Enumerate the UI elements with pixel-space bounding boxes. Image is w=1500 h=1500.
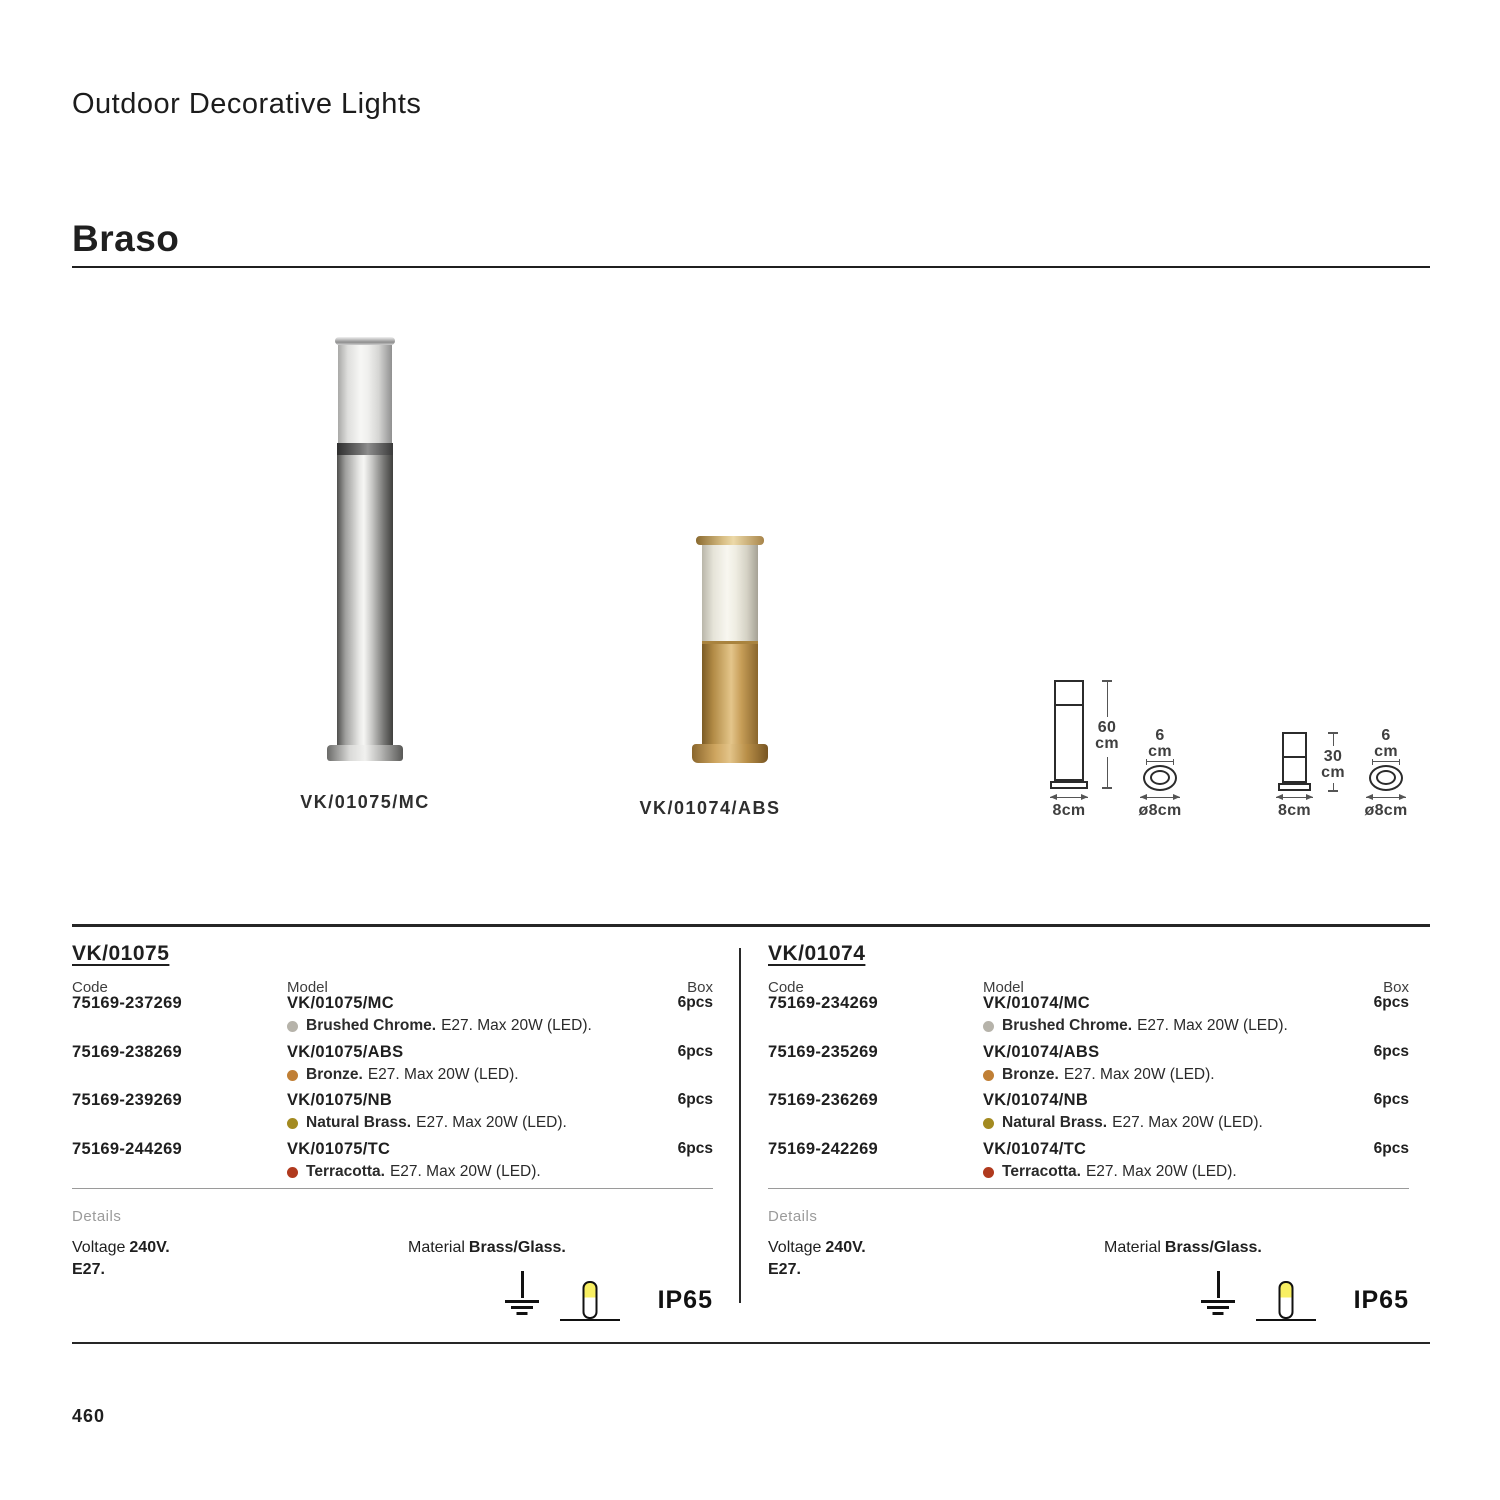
- lamp-socket: E27.: [72, 1261, 105, 1278]
- dim-line: [1107, 681, 1108, 717]
- ground-mounted-icon: [1200, 1271, 1236, 1321]
- finish-specs: E27. Max 20W (LED).: [1085, 1163, 1237, 1180]
- finish-specs: E27. Max 20W (LED).: [1063, 1066, 1215, 1083]
- finish-name: Natural Brass.: [306, 1114, 412, 1131]
- product-code: 75169-237269: [72, 994, 183, 1012]
- column-header-box: Box: [1383, 979, 1409, 996]
- model-cell: [287, 994, 653, 1035]
- lamp-body: [337, 455, 393, 745]
- lamp-body: [702, 644, 758, 744]
- bollard-baseline: [560, 1319, 620, 1321]
- dimension-diagram-60cm: [1050, 680, 1195, 825]
- product-code: 75169-239269: [72, 1091, 183, 1109]
- title-rule: [72, 266, 1430, 268]
- lamp-glass: [338, 345, 392, 443]
- diameter-dimension: ø8cm: [1138, 802, 1182, 819]
- column-header-model: Model: [983, 979, 1024, 996]
- dim-line: [1333, 733, 1334, 746]
- model-name: VK/01075/ABS: [287, 1043, 404, 1061]
- finish-line: [287, 1163, 653, 1181]
- product-photo-vk01075mc: [327, 337, 403, 761]
- product-label: VK/01074/ABS: [639, 798, 781, 818]
- top-diameter-dimension: 6 cm: [1148, 727, 1172, 760]
- finish-color-dot: [983, 1070, 994, 1081]
- bollard-outline: [1054, 680, 1084, 781]
- product-code: 75169-238269: [72, 1043, 183, 1061]
- table-title: VK/01075: [72, 942, 170, 965]
- model-name: VK/01074/TC: [983, 1140, 1087, 1158]
- product-code: 75169-235269: [768, 1043, 879, 1061]
- height-dimension: 30 cm: [1321, 748, 1345, 781]
- top-view-inner-ring: [1376, 770, 1396, 785]
- page-number: 460: [72, 1406, 106, 1426]
- finish-line: [983, 1163, 1349, 1181]
- diameter-dimension: ø8cm: [1364, 802, 1408, 819]
- box-quantity: 6pcs: [1373, 994, 1409, 1011]
- ground-stem: [521, 1271, 524, 1298]
- diameter-arrow: [1366, 797, 1406, 798]
- diameter-arrow: [1140, 797, 1180, 798]
- lamp-base: [692, 744, 768, 763]
- table-row: [72, 994, 713, 1035]
- column-header-code: Code: [72, 979, 108, 996]
- section-top-rule: [72, 924, 1430, 927]
- base-width-dimension: 8cm: [1052, 802, 1086, 819]
- finish-color-dot: [983, 1167, 994, 1178]
- bollard-pill: [1279, 1281, 1294, 1319]
- table-row: [768, 1091, 1409, 1132]
- finish-specs: E27. Max 20W (LED).: [367, 1066, 519, 1083]
- product-code: 75169-236269: [768, 1091, 879, 1109]
- voltage-line: [768, 1239, 866, 1257]
- model-cell: [287, 1043, 653, 1084]
- bollard-pill: [583, 1281, 598, 1319]
- lamp-socket: E27.: [768, 1261, 801, 1278]
- bollard-baseline: [1256, 1319, 1316, 1321]
- table-row: [72, 1091, 713, 1132]
- voltage-line: [72, 1239, 170, 1257]
- bollard-foot: [1278, 783, 1311, 791]
- lamp-rim: [335, 337, 395, 345]
- finish-line: [983, 1114, 1349, 1132]
- finish-name: Bronze.: [1002, 1066, 1059, 1083]
- height-dimension: 60 cm: [1095, 719, 1119, 752]
- finish-name: Natural Brass.: [1002, 1114, 1108, 1131]
- top-diameter-bracket: [1372, 761, 1400, 762]
- model-name: VK/01074/MC: [983, 994, 1090, 1012]
- material-value: Brass/Glass.: [468, 1239, 566, 1256]
- dim-tick: [1328, 790, 1338, 792]
- finish-name: Brushed Chrome.: [1002, 1017, 1133, 1034]
- column-header-model: Model: [287, 979, 328, 996]
- spec-table-vk01074: [768, 938, 1409, 1338]
- details-heading: Details: [72, 1208, 122, 1225]
- product-code: 75169-242269: [768, 1140, 879, 1158]
- model-cell: [287, 1140, 653, 1181]
- material-label: Material: [1104, 1239, 1161, 1256]
- finish-line: [287, 1066, 653, 1084]
- finish-color-dot: [983, 1021, 994, 1032]
- dim-line: [1107, 757, 1108, 787]
- voltage-label: Voltage: [768, 1239, 822, 1256]
- finish-name: Terracotta.: [306, 1163, 385, 1180]
- table-row: [768, 994, 1409, 1035]
- top-diameter-dimension: 6 cm: [1374, 727, 1398, 760]
- box-quantity: 6pcs: [1373, 1091, 1409, 1108]
- dim-tick: [1102, 787, 1112, 789]
- top-view-inner-ring: [1150, 770, 1170, 785]
- box-quantity: 6pcs: [677, 1140, 713, 1157]
- glass-split-line: [1284, 756, 1305, 758]
- category-heading: Outdoor Decorative Lights: [72, 88, 422, 120]
- product-photo-vk01074abs: [692, 536, 768, 763]
- finish-color-dot: [983, 1118, 994, 1129]
- base-width-dimension: 8cm: [1278, 802, 1311, 819]
- model-name: VK/01075/MC: [287, 994, 394, 1012]
- column-header-code: Code: [768, 979, 804, 996]
- details-divider: [768, 1188, 1409, 1189]
- box-quantity: 6pcs: [677, 994, 713, 1011]
- voltage-value: 240V.: [825, 1239, 866, 1256]
- finish-line: [287, 1114, 653, 1132]
- table-row: [72, 1043, 713, 1084]
- table-divider: [739, 948, 741, 1303]
- lamp-rim: [696, 536, 764, 545]
- ground-bar: [511, 1306, 533, 1309]
- ground-bar: [517, 1312, 528, 1315]
- product-code: 75169-234269: [768, 994, 879, 1012]
- table-row: [768, 1140, 1409, 1181]
- voltage-label: Voltage: [72, 1239, 126, 1256]
- product-code: 75169-244269: [72, 1140, 183, 1158]
- model-cell: [983, 1091, 1349, 1132]
- column-header-box: Box: [687, 979, 713, 996]
- model-name: VK/01074/ABS: [983, 1043, 1100, 1061]
- finish-color-dot: [287, 1118, 298, 1129]
- ground-bar: [1201, 1300, 1235, 1303]
- box-quantity: 6pcs: [677, 1091, 713, 1108]
- box-quantity: 6pcs: [677, 1043, 713, 1060]
- bollard-outline: [1282, 732, 1307, 783]
- finish-specs: E27. Max 20W (LED).: [441, 1017, 592, 1034]
- material-label: Material: [408, 1239, 465, 1256]
- voltage-value: 240V.: [129, 1239, 170, 1256]
- model-name: VK/01074/NB: [983, 1091, 1089, 1109]
- bollard-light-icon: [1256, 1278, 1316, 1321]
- ground-bar: [1207, 1306, 1229, 1309]
- lamp-collar: [337, 443, 393, 455]
- table-row: [72, 1140, 713, 1181]
- table-title: VK/01074: [768, 942, 866, 965]
- model-name: VK/01075/NB: [287, 1091, 393, 1109]
- bollard-light-icon: [560, 1278, 620, 1321]
- product-label: VK/01075/MC: [300, 792, 430, 812]
- lamp-base: [327, 745, 403, 761]
- page-title: Braso: [72, 218, 180, 259]
- finish-name: Bronze.: [306, 1066, 363, 1083]
- top-diameter-bracket: [1146, 761, 1174, 762]
- ground-bar: [505, 1300, 539, 1303]
- bollard-foot: [1050, 781, 1088, 789]
- box-quantity: 6pcs: [1373, 1043, 1409, 1060]
- lamp-glass: [702, 545, 758, 644]
- material-line: [1104, 1239, 1262, 1257]
- model-cell: [287, 1091, 653, 1132]
- finish-line: [983, 1066, 1349, 1084]
- section-bottom-rule: [72, 1342, 1430, 1344]
- dim-line: [1333, 783, 1334, 790]
- box-quantity: 6pcs: [1373, 1140, 1409, 1157]
- details-heading: Details: [768, 1208, 818, 1225]
- finish-specs: E27. Max 20W (LED).: [416, 1114, 567, 1131]
- ip-rating-badge: IP65: [657, 1286, 713, 1314]
- finish-color-dot: [287, 1021, 298, 1032]
- spec-table-vk01075: [72, 938, 713, 1338]
- dimension-diagram-30cm: [1272, 712, 1422, 825]
- ground-mounted-icon: [504, 1271, 540, 1321]
- finish-line: [983, 1017, 1349, 1035]
- finish-specs: E27. Max 20W (LED).: [1137, 1017, 1288, 1034]
- ip-rating-badge: IP65: [1353, 1286, 1409, 1314]
- material-line: [408, 1239, 566, 1257]
- finish-name: Terracotta.: [1002, 1163, 1081, 1180]
- ground-stem: [1217, 1271, 1220, 1298]
- glass-split-line: [1056, 704, 1082, 706]
- finish-line: [287, 1017, 653, 1035]
- ground-bar: [1213, 1312, 1224, 1315]
- model-cell: [983, 1043, 1349, 1084]
- base-width-arrow: [1050, 797, 1088, 798]
- finish-name: Brushed Chrome.: [306, 1017, 437, 1034]
- finish-color-dot: [287, 1167, 298, 1178]
- finish-color-dot: [287, 1070, 298, 1081]
- details-divider: [72, 1188, 713, 1189]
- model-cell: [983, 994, 1349, 1035]
- model-name: VK/01075/TC: [287, 1140, 391, 1158]
- finish-specs: E27. Max 20W (LED).: [1112, 1114, 1263, 1131]
- finish-specs: E27. Max 20W (LED).: [389, 1163, 541, 1180]
- table-row: [768, 1043, 1409, 1084]
- model-cell: [983, 1140, 1349, 1181]
- base-width-arrow: [1276, 797, 1313, 798]
- material-value: Brass/Glass.: [1164, 1239, 1262, 1256]
